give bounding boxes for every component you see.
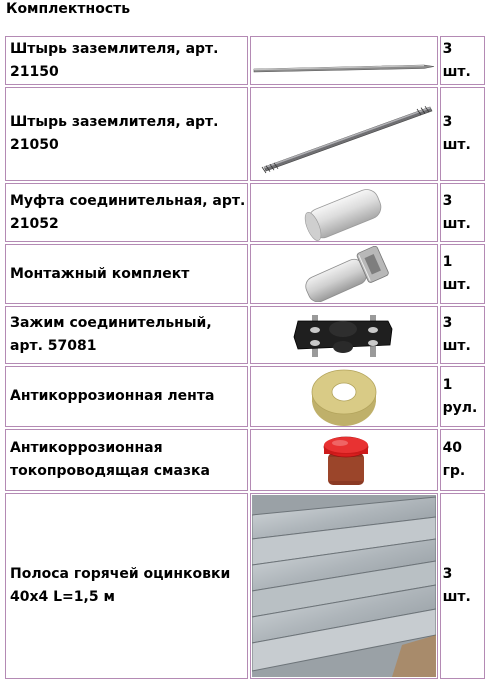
item-image: [250, 306, 438, 364]
item-quantity: 1 шт.: [440, 244, 485, 304]
section-title: Комплектность: [6, 1, 131, 17]
galvanized-strip-icon: [252, 495, 436, 677]
item-name: Зажим соединительный, арт. 57081: [5, 306, 248, 364]
coupling-sleeve-icon: [252, 185, 436, 241]
item-image: [250, 429, 438, 491]
item-quantity: 3 шт.: [440, 183, 485, 242]
grease-jar-icon: [252, 431, 436, 489]
item-quantity: 3 шт.: [440, 87, 485, 181]
table-row: [5, 244, 485, 304]
table-row: [5, 306, 485, 364]
item-name: Штырь заземлителя, арт. 21150: [5, 36, 248, 85]
item-name: Штырь заземлителя, арт. 21050: [5, 87, 248, 181]
item-name: Полоса горячей оцинковки 40x4 L=1,5 м: [5, 493, 248, 679]
ground-rod-pointed-icon: [252, 41, 436, 81]
item-quantity: 1 рул.: [440, 366, 485, 427]
item-quantity: 3 шт.: [440, 306, 485, 364]
item-name: Монтажный комплект: [5, 244, 248, 304]
item-image: [250, 493, 438, 679]
item-name: Антикоррозионная токопроводящая смазка: [5, 429, 248, 491]
table-row: [5, 183, 485, 242]
mounting-kit-icon: [252, 246, 436, 302]
kit-table: [3, 34, 487, 681]
tape-roll-icon: [252, 368, 436, 426]
item-image: [250, 183, 438, 242]
item-image: [250, 366, 438, 427]
table-row: [5, 366, 485, 427]
table-row: [5, 493, 485, 679]
table-row: [5, 87, 485, 181]
item-quantity: 3 шт.: [440, 36, 485, 85]
item-name: Антикоррозионная лента: [5, 366, 248, 427]
item-image: [250, 87, 438, 181]
item-name: Муфта соединительная, арт. 21052: [5, 183, 248, 242]
item-quantity: 40 гр.: [440, 429, 485, 491]
table-row: [5, 429, 485, 491]
item-image: [250, 36, 438, 85]
item-image: [250, 244, 438, 304]
table-row: [5, 36, 485, 85]
connection-clamp-icon: [252, 307, 436, 363]
item-quantity: 3 шт.: [440, 493, 485, 679]
ground-rod-threaded-icon: [252, 89, 436, 179]
